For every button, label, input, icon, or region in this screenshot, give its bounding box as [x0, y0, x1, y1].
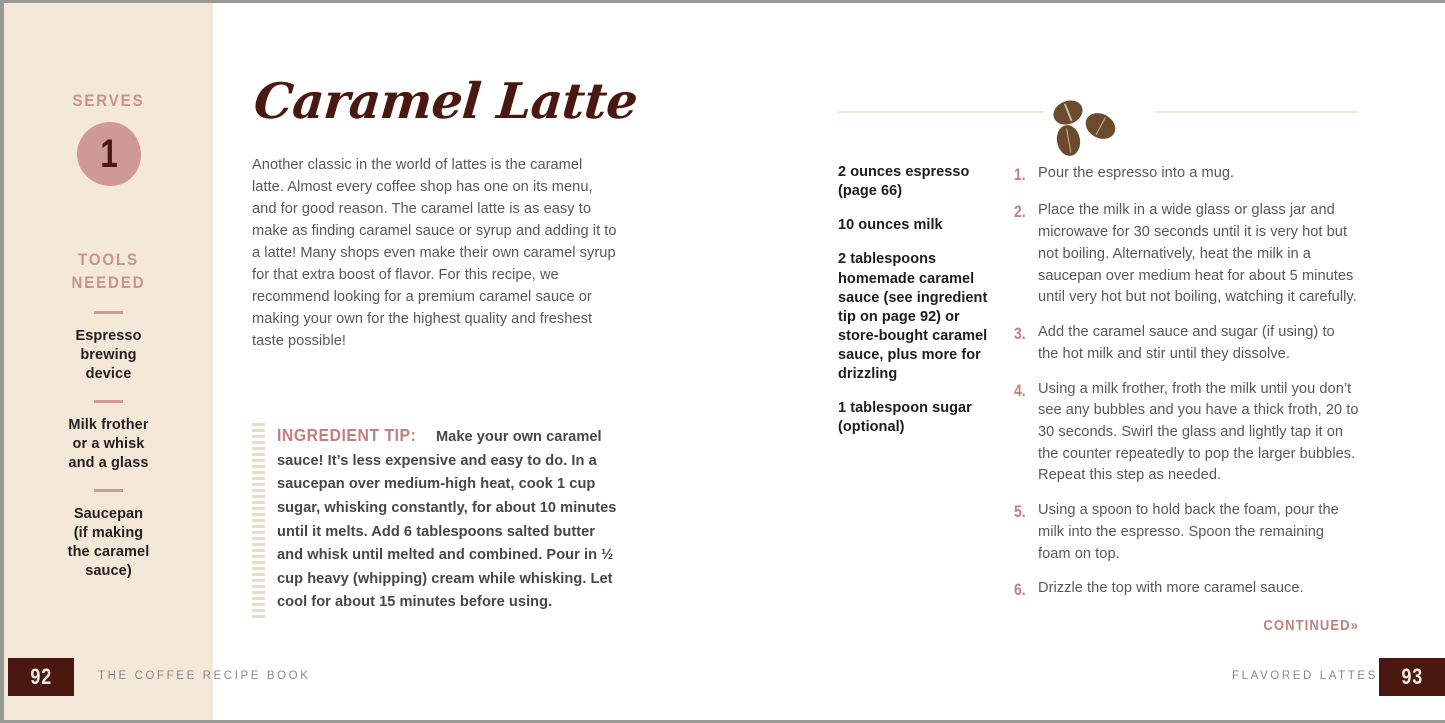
page-number-box-left	[8, 658, 74, 696]
page-number-box-right	[1379, 658, 1445, 696]
running-head-left: THE COFFEE RECIPE BOOK	[98, 670, 311, 682]
ingredient-tip-box	[252, 421, 618, 619]
step-number: 5.	[1014, 503, 1026, 522]
ingredient-item: 2 ounces espresso (page 66)	[838, 164, 970, 200]
ingredient-tip-body: Make your own caramel sauce! It’s less expensive and easy to do. In a saucepan over medium-high heat, cook 1 cup sugar, whisking constantly, for about 10 minutes until it melts. Add 6 tablespoons salted butter and whisk until melted and combined. Pour in ½ cup heavy (whipping) cream while whisking. Let cool for about 15 minutes before using.	[277, 429, 617, 611]
recipe-intro-paragraph: Another classic in the world of lattes is the caramel latte. Almost every coffee shop has one on its menu, and for good reason. The caramel latte is as easy to make as finding caramel sauce or syrup and adding it to a latte! Many shops even make their own caramel syrup for that extra boost of flavor. For this recipe, we recommend looking for a premium caramel sauce or making your own for the highest quality and freshest taste possible!	[252, 157, 617, 350]
tool-divider-1	[94, 311, 123, 314]
step-number: 3.	[1014, 325, 1026, 344]
instruction-step	[1014, 200, 1359, 309]
recipe-sidebar	[4, 3, 213, 720]
continued-label: CONTINUED»	[1263, 617, 1359, 634]
tools-needed-label: TOOLS NEEDED	[71, 250, 146, 292]
step-number: 1.	[1014, 166, 1026, 184]
divider-rule-left	[838, 111, 1043, 113]
dashed-rule-decoration	[252, 423, 265, 619]
step-text: Add the caramel sauce and sugar (if using) to the hot milk and stir until they dissolve.	[1038, 324, 1335, 362]
coffee-bean-3	[1054, 123, 1082, 158]
step-number: 4.	[1014, 381, 1026, 400]
step-number: 2.	[1014, 203, 1026, 222]
step-number: 6.	[1014, 581, 1026, 600]
tool-divider-3	[94, 489, 123, 492]
tool-divider-2	[94, 400, 123, 403]
ingredient-tip-heading: INGREDIENT TIP:	[277, 425, 417, 445]
step-text: Pour the espresso into a mug.	[1038, 165, 1235, 181]
ingredient-item: 10 ounces milk	[838, 217, 943, 234]
serves-label: SERVES	[72, 91, 145, 110]
tool-item: Milk frother or a whisk and a glass	[68, 416, 149, 471]
step-text: Place the milk in a wide glass or glass jar and microwave for 30 seconds until it is very hot but not boiling. Alternatively, heat the milk in a saucepan over medium heat for about 5 minutes until very hot but not boiling, watching it carefully.	[1038, 202, 1357, 306]
coffee-beans-icon	[838, 101, 1358, 147]
step-text: Using a milk frother, froth the milk until you don’t see any bubbles and you have a thick froth, 20 to 30 seconds. Swirl the glass and lightly tap it on the counter repeatedly to pop the larger bubbles. Repeat this step as needed.	[1038, 380, 1359, 484]
instruction-step	[1014, 322, 1359, 365]
instruction-step	[1014, 500, 1359, 565]
page-number: 92	[30, 664, 52, 689]
running-head-right: FLAVORED LATTES	[1232, 670, 1378, 682]
instruction-steps-list	[1014, 163, 1359, 634]
ingredient-tip-text	[277, 421, 618, 619]
divider-rule-right	[1155, 111, 1358, 113]
step-text: Drizzle the top with more caramel sauce.	[1038, 580, 1304, 597]
coffee-bean-2	[1081, 108, 1120, 144]
coffee-bean-1	[1050, 96, 1086, 129]
instruction-step	[1014, 163, 1359, 187]
tool-item: Espresso brewing device	[75, 327, 142, 382]
instruction-step	[1014, 578, 1359, 602]
recipe-title: Caramel Latte	[251, 72, 640, 130]
recipe-intro-block	[251, 72, 640, 352]
ingredient-item: 1 tablespoon sugar (optional)	[838, 400, 972, 436]
step-text: Using a spoon to hold back the foam, pour the milk into the espresso. Spoon the remaining foam on top.	[1038, 502, 1339, 562]
page-number: 93	[1401, 664, 1423, 689]
tool-item: Saucepan (if making the caramel sauce)	[67, 505, 150, 579]
serves-badge	[77, 122, 141, 186]
ingredient-item: 2 tablespoons homemade caramel sauce (see ingredient tip on page 92) or store-bought caramel sauce, plus more for drizzling	[838, 251, 988, 383]
ingredients-list	[838, 163, 990, 438]
serves-count: 1	[99, 132, 118, 176]
instruction-step	[1014, 379, 1359, 488]
